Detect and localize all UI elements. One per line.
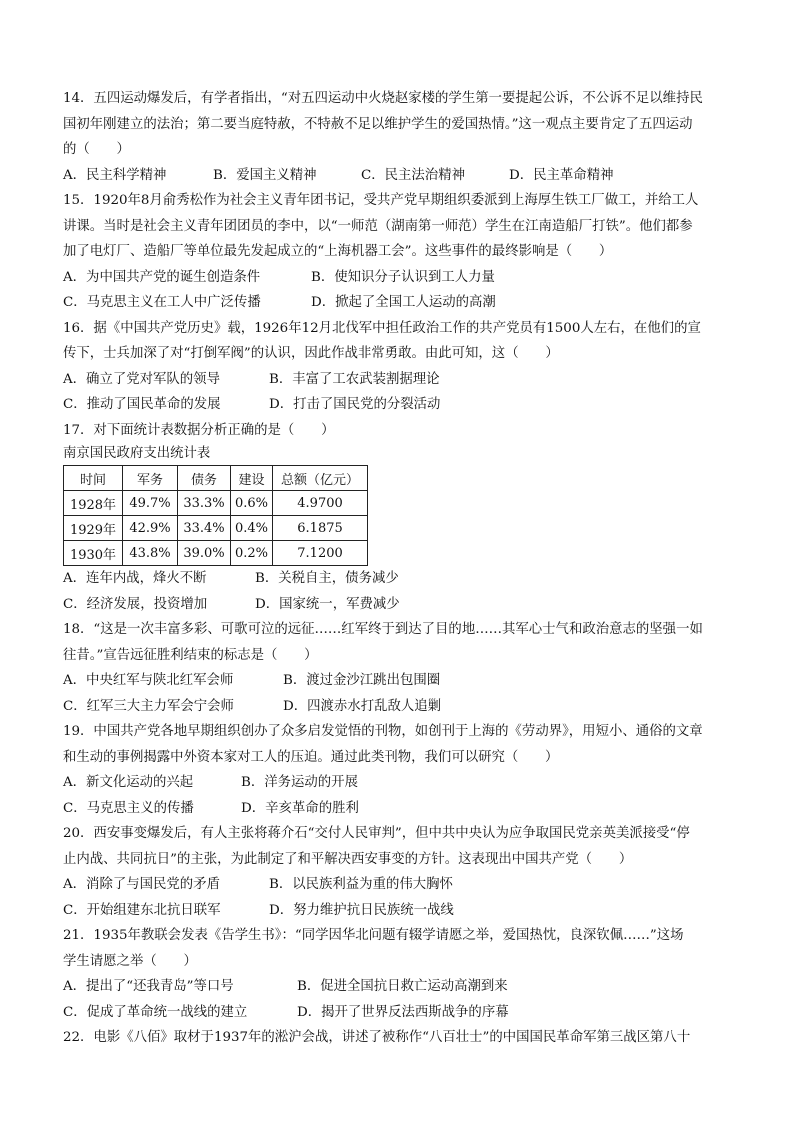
option-d[interactable]: D．国家统一，军费减少 <box>255 596 400 612</box>
question-20 <box>63 821 731 923</box>
question-text-line: 往昔。”宣告远征胜利结束的标志是（ ） <box>63 647 318 663</box>
question-text-line: 讲课。当时是社会主义青年团团员的李中，以“一师范（湖南第一师范）学生在江南造船厂打铁”。他们都参 <box>63 218 693 234</box>
question-text-line: 19．中国共产党各地早期组织创办了众多启发觉悟的刊物，如创刊于上海的《劳动界》，用短小、通俗的文章 <box>63 724 703 739</box>
table-row <box>64 491 368 516</box>
question-19 <box>63 719 731 821</box>
options-row <box>63 592 731 618</box>
question-text-line: 18．“这是一次丰富多彩、可歌可泣的远征……红军终于到达了目的地……其军心士气和政治意志的坚强一如 <box>63 622 703 637</box>
options-row <box>63 367 731 393</box>
question-16 <box>63 316 731 418</box>
option-d[interactable]: D．努力维护抗日民族统一战线 <box>269 902 454 918</box>
option-d[interactable]: D．揭开了世界反法西斯战争的序幕 <box>297 1004 509 1020</box>
table-cell: 0.2% <box>231 541 273 566</box>
table-cell: 6.1875 <box>273 516 368 541</box>
option-a[interactable]: A．提出了“还我青岛”等口号 <box>63 979 234 994</box>
options-row <box>63 265 731 291</box>
options-row <box>63 974 731 1000</box>
table-cell: 7.1200 <box>273 541 368 566</box>
option-b[interactable]: B．渡过金沙江跳出包围圈 <box>283 673 441 688</box>
table-caption: 南京国民政府支出统计表 <box>63 446 211 461</box>
question-text-line: 16．据《中国共产党历史》载，1926年12月北伐军中担任政治工作的共产党员有1500人左右，在他们的宣 <box>63 320 701 336</box>
question-text-line: 加了电灯厂、造船厂等单位最先发起成立的“上海机器工会”。这些事件的最终影响是（ ） <box>63 244 613 259</box>
option-a[interactable]: A．民主科学精神 <box>63 167 167 183</box>
question-text-line: 17．对下面统计表数据分析正确的是（ ） <box>63 422 335 438</box>
option-b[interactable]: B．爱国主义精神 <box>213 167 317 183</box>
table-row <box>64 516 368 541</box>
option-d[interactable]: D．打击了国民党的分裂活动 <box>269 397 441 412</box>
option-c[interactable]: C．经济发展，投资增加 <box>63 596 208 612</box>
question-14 <box>63 86 731 188</box>
question-text-line: 14．五四运动爆发后，有学者指出，“对五四运动中火烧赵家楼的学生第一要提起公诉，不公诉不足以维持民 <box>63 91 703 106</box>
table-cell: 1930年 <box>64 541 123 566</box>
table-cell: 33.3% <box>178 491 231 516</box>
question-text-line: 传下，士兵加深了对“打倒军阀”的认识，因此作战非常勇敢。由此可知，这（ ） <box>63 346 559 361</box>
options-row <box>63 163 731 189</box>
table-cell: 1929年 <box>64 516 123 541</box>
question-text-line: 学生请愿之举（ ） <box>63 953 197 969</box>
option-c[interactable]: C．开始组建东北抗日联军 <box>63 902 221 918</box>
table-cell: 42.9% <box>123 516 178 541</box>
expenditure-table <box>63 465 368 566</box>
question-21 <box>63 923 731 1025</box>
options-row <box>63 290 731 316</box>
option-a[interactable]: A．为中国共产党的诞生创造条件 <box>63 269 261 285</box>
option-c[interactable]: C．民主法治精神 <box>361 167 465 183</box>
question-text-line: 21．1935年教联会发表《告学生书》：“同学因华北问题有辍学请愿之举，爱国热忱，良深钦佩……”这场 <box>63 928 684 943</box>
options-row <box>63 392 731 418</box>
option-d[interactable]: D．掀起了全国工人运动的高潮 <box>311 295 496 310</box>
option-a[interactable]: A．中央红军与陕北红军会师 <box>63 673 234 688</box>
question-text-line: 22．电影《八佰》取材于1937年的淞沪会战，讲述了被称作“八百壮士”的中国国民革命军第三战区第八十 <box>63 1030 691 1045</box>
options-row <box>63 694 731 720</box>
table-cell: 4.9700 <box>273 491 368 516</box>
options-row <box>63 566 731 592</box>
option-c[interactable]: C．促成了革命统一战线的建立 <box>63 1004 248 1020</box>
question-text-line: 20．西安事变爆发后，有人主张将蒋介石“交付人民审判”，但中共中央认为应争取国民党亲英美派接受“停 <box>63 826 690 841</box>
table-cell: 0.6% <box>231 491 273 516</box>
option-a[interactable]: A．连年内战，烽火不断 <box>63 571 207 586</box>
question-text-line: 15．1920年8月俞秀松作为社会主义青年团书记，受共产党早期组织委派到上海厚生铁工厂做工，并给工人 <box>63 193 699 208</box>
option-d[interactable]: D．辛亥革命的胜利 <box>241 800 359 816</box>
option-c[interactable]: C．马克思主义在工人中广泛传播 <box>63 295 261 310</box>
exam-page <box>63 86 731 1051</box>
option-d[interactable]: D．四渡赤水打乱敌人追剿 <box>283 698 442 714</box>
option-c[interactable]: C．推动了国民革命的发展 <box>63 397 221 412</box>
options-row <box>63 796 731 822</box>
table-header-row <box>64 466 368 491</box>
option-b[interactable]: B．以民族利益为重的伟大胸怀 <box>269 877 453 892</box>
question-18 <box>63 617 731 719</box>
options-row <box>63 872 731 898</box>
option-d[interactable]: D．民主革命精神 <box>509 167 614 183</box>
table-header-cell: 总额（亿元） <box>273 466 368 491</box>
question-text-line: 和生动的事例揭露中外资本家对工人的压迫。通过此类刊物，我们可以研究（ ） <box>63 749 559 765</box>
options-row <box>63 898 731 924</box>
table-cell: 49.7% <box>123 491 178 516</box>
option-b[interactable]: B．使知识分子认识到工人力量 <box>311 269 495 285</box>
option-c[interactable]: C．红军三大主力军会宁会师 <box>63 698 234 714</box>
table-header-cell: 债务 <box>178 466 231 491</box>
table-cell: 1928年 <box>64 491 123 516</box>
question-15 <box>63 188 731 316</box>
option-c[interactable]: C．马克思主义的传播 <box>63 800 194 816</box>
question-text-line: 国初年刚建立的法治；第二要当庭特赦，不特赦不足以维护学生的爱国热情。”这一观点主要肯定了五四运动 <box>63 116 693 132</box>
question-17 <box>63 418 731 618</box>
options-row <box>63 1000 731 1026</box>
option-b[interactable]: B．洋务运动的开展 <box>241 775 358 790</box>
option-b[interactable]: B．关税自主，债务减少 <box>255 571 399 586</box>
options-row <box>63 770 731 796</box>
option-a[interactable]: A．消除了与国民党的矛盾 <box>63 877 220 892</box>
option-b[interactable]: B．促进全国抗日救亡运动高潮到来 <box>297 979 508 994</box>
question-text-line: 的（ ） <box>63 142 130 157</box>
table-cell: 0.4% <box>231 516 273 541</box>
option-b[interactable]: B．丰富了工农武装割据理论 <box>269 371 440 387</box>
table-header-cell: 时间 <box>64 466 123 491</box>
table-header-cell: 建设 <box>231 466 273 491</box>
table-header-cell: 军务 <box>123 466 178 491</box>
option-a[interactable]: A．新文化运动的兴起 <box>63 775 194 790</box>
options-row <box>63 668 731 694</box>
table-row <box>64 541 368 566</box>
question-22 <box>63 1025 731 1051</box>
option-a[interactable]: A．确立了党对军队的领导 <box>63 371 220 387</box>
question-text-line: 止内战、共同抗日”的主张，为此制定了和平解决西安事变的方针。这表现出中国共产党（ ） <box>63 851 633 867</box>
table-cell: 33.4% <box>178 516 231 541</box>
table-cell: 43.8% <box>123 541 178 566</box>
table-cell: 39.0% <box>178 541 231 566</box>
